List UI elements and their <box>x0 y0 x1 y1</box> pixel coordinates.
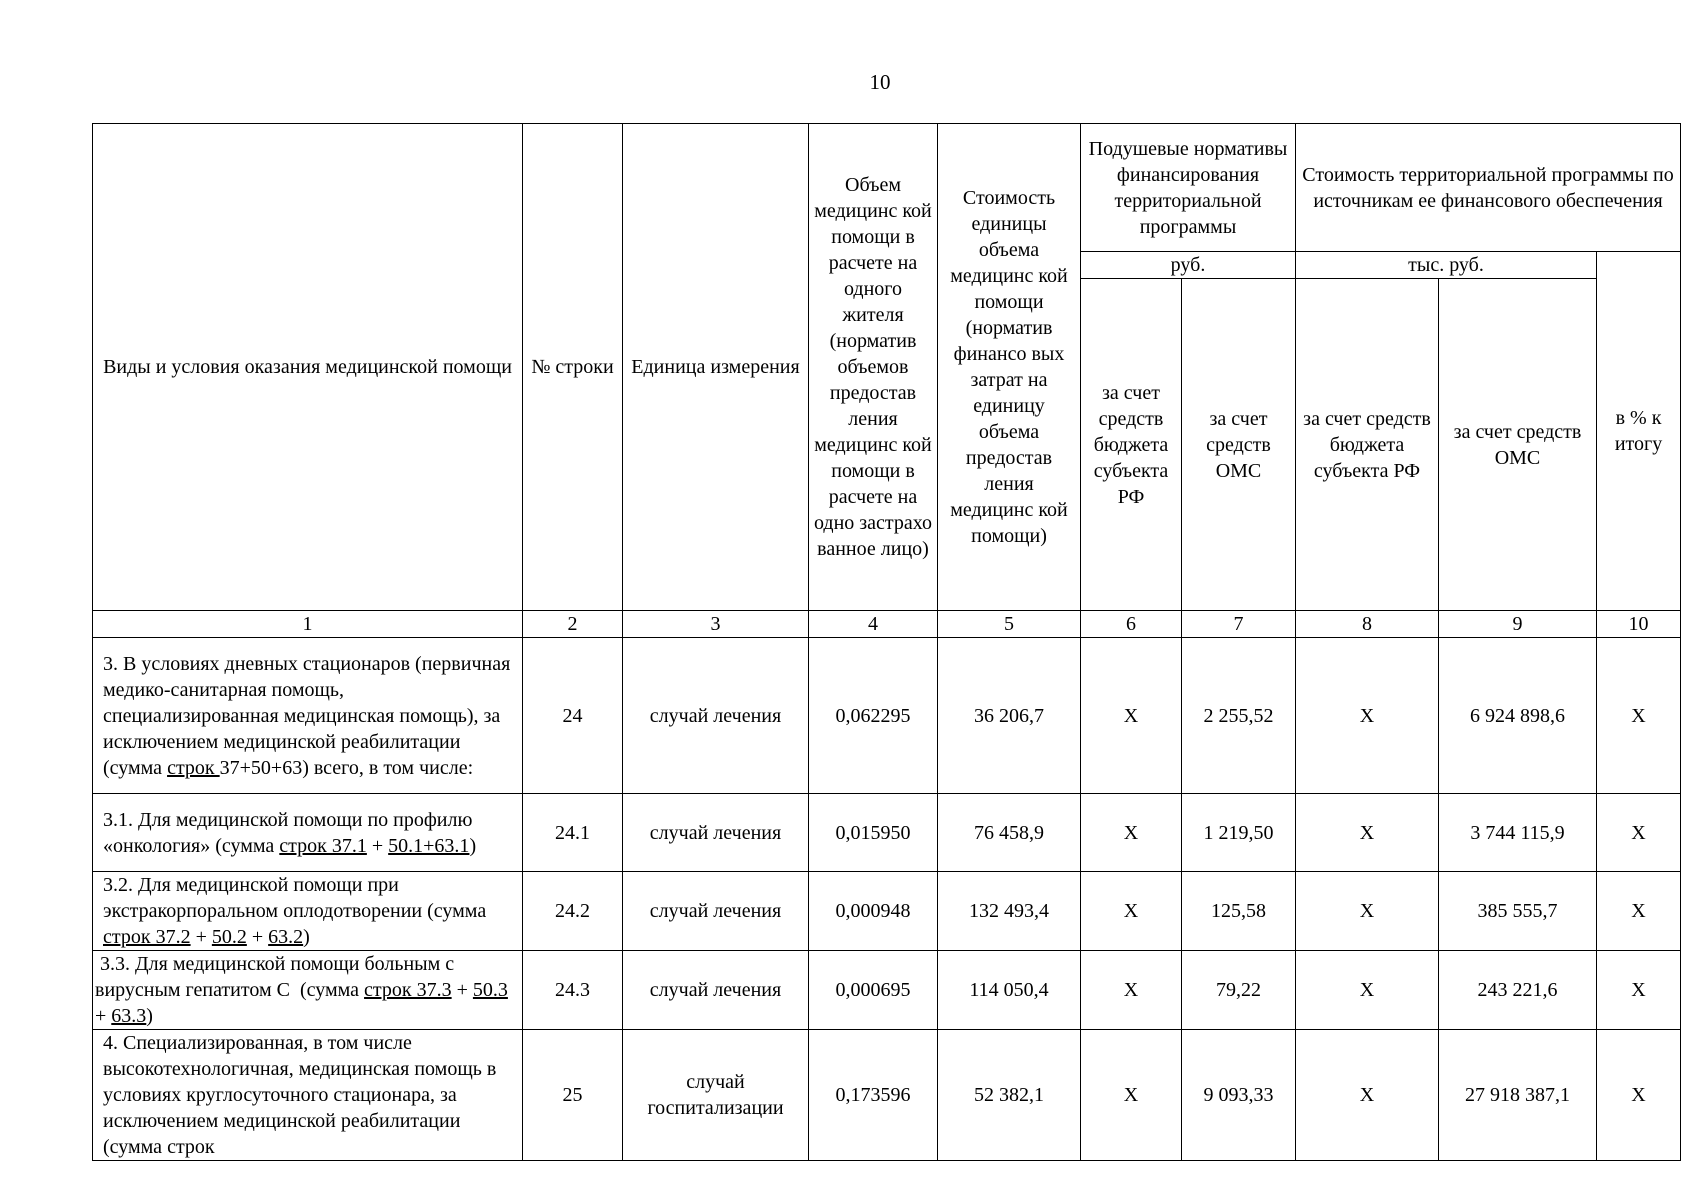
row-label-text: 3.1. Для медицинской помощи по профилю «онкология» (сумма <box>103 808 473 857</box>
header-percent: в % к итогу <box>1597 252 1681 611</box>
row-line-number: 24 <box>523 638 623 794</box>
row-volume: 0,015950 <box>809 794 938 872</box>
header-budget-rf: за счет средств бюджета субъекта РФ <box>1081 279 1182 611</box>
row-label-text: 3. В условиях дневных стационаров (первичная медико-санитарная помощь, специализированная медицинская помощь), за исключением медицинской реабилитации (сумма <box>103 652 511 779</box>
row-oms: 79,22 <box>1182 951 1296 1030</box>
row-cost-oms: 6 924 898,6 <box>1439 638 1597 794</box>
header-unit-cost: Стоимость единицы объема медицинс кой помощи (норматив финансо вых затрат на единицу объема предостав ления медицинс кой помощи) <box>938 124 1081 611</box>
column-number: 2 <box>523 611 623 638</box>
column-number: 10 <box>1597 611 1681 638</box>
page-number: 10 <box>869 70 891 94</box>
row-budget-rf: X <box>1081 951 1182 1030</box>
row-cost-budget-rf: X <box>1296 1030 1439 1161</box>
column-number: 1 <box>93 611 523 638</box>
row-label-link[interactable]: 50.3 <box>472 979 508 1001</box>
row-percent: X <box>1597 794 1681 872</box>
header-volume: Объем медицинс кой помощи в расчете на одного жителя (норматив объемов предостав ления медицинс кой помощи в расчете на одно застрахо ванное лицо) <box>809 124 938 611</box>
row-cost-budget-rf: X <box>1296 872 1439 951</box>
table-row <box>93 872 1681 951</box>
column-number: 8 <box>1296 611 1439 638</box>
row-label-text: 37+50+63) всего, в том числе: <box>219 756 474 779</box>
row-label-link[interactable]: 63.3 <box>111 1005 147 1027</box>
row-budget-rf: X <box>1081 872 1182 951</box>
row-label <box>93 1030 523 1161</box>
row-line-number: 25 <box>523 1030 623 1161</box>
row-unit: случай лечения <box>623 951 809 1030</box>
row-volume: 0,173596 <box>809 1030 938 1161</box>
row-label-text: + <box>246 926 269 948</box>
row-label-text: + <box>190 926 212 948</box>
row-label-link[interactable]: строк 37.2 <box>103 926 191 948</box>
row-cost-oms: 243 221,6 <box>1439 951 1597 1030</box>
column-number: 5 <box>938 611 1081 638</box>
row-unit: случай лечения <box>623 872 809 951</box>
row-label-text: ) <box>303 926 310 948</box>
row-label-link[interactable]: 50.1+63.1 <box>388 834 470 857</box>
row-line-number: 24.2 <box>523 872 623 951</box>
row-label <box>93 638 523 794</box>
row-label-link[interactable]: строк 37.1 <box>279 834 367 857</box>
row-oms: 1 219,50 <box>1182 794 1296 872</box>
header-cost-budget-rf: за счет средств бюджета субъекта РФ <box>1296 279 1439 611</box>
table-row <box>93 951 1681 1030</box>
row-cost-budget-rf: X <box>1296 638 1439 794</box>
row-unit: случай лечения <box>623 638 809 794</box>
row-unit: случай лечения <box>623 794 809 872</box>
row-percent: X <box>1597 951 1681 1030</box>
header-unit-thousand-rub: тыс. руб. <box>1296 252 1597 279</box>
row-unit-cost: 36 206,7 <box>938 638 1081 794</box>
row-unit: случай госпитализации <box>623 1030 809 1161</box>
column-number: 7 <box>1182 611 1296 638</box>
column-number: 9 <box>1439 611 1597 638</box>
header-unit: Единица измерения <box>623 124 809 611</box>
row-volume: 0,000695 <box>809 951 938 1030</box>
column-number: 4 <box>809 611 938 638</box>
row-unit-cost: 52 382,1 <box>938 1030 1081 1161</box>
row-percent: X <box>1597 1030 1681 1161</box>
row-label-link[interactable]: строк <box>167 756 220 779</box>
row-unit-cost: 132 493,4 <box>938 872 1081 951</box>
financing-table <box>92 123 1681 1161</box>
header-row-1 <box>93 124 1681 252</box>
header-cost-oms: за счет средств ОМС <box>1439 279 1597 611</box>
column-number: 6 <box>1081 611 1182 638</box>
row-percent: X <box>1597 872 1681 951</box>
row-label-text: 4. Специализированная, в том числе высокотехнологичная, медицинская помощь в условиях круглосуточного стационара, за исключением медицинской реабилитации (сумма строк <box>103 1032 497 1158</box>
row-label-text: + <box>95 1005 112 1027</box>
row-line-number: 24.1 <box>523 794 623 872</box>
row-label-text: ) <box>146 1005 153 1027</box>
header-line-number: № строки <box>523 124 623 611</box>
row-cost-budget-rf: X <box>1296 951 1439 1030</box>
header-program-cost: Стоимость территориальной программы по источникам ее финансового обеспечения <box>1296 124 1681 252</box>
row-label-link[interactable]: строк 37.3 <box>364 979 452 1001</box>
row-budget-rf: X <box>1081 794 1182 872</box>
row-volume: 0,062295 <box>809 638 938 794</box>
table-row <box>93 794 1681 872</box>
row-line-number: 24.3 <box>523 951 623 1030</box>
row-label-link[interactable]: 50.2 <box>211 926 247 948</box>
header-oms: за счет средств ОМС <box>1182 279 1296 611</box>
row-percent: X <box>1597 638 1681 794</box>
row-budget-rf: X <box>1081 638 1182 794</box>
table-row <box>93 1030 1681 1161</box>
header-unit-rub: руб. <box>1081 252 1296 279</box>
table-row <box>93 638 1681 794</box>
row-label-text: 3.2. Для медицинской помощи при экстракорпоральном оплодотворении (сумма <box>103 874 487 922</box>
row-oms: 2 255,52 <box>1182 638 1296 794</box>
row-unit-cost: 114 050,4 <box>938 951 1081 1030</box>
header-kinds: Виды и условия оказания медицинской помощи <box>93 124 523 611</box>
row-label-text: + <box>451 979 473 1001</box>
row-label <box>93 951 523 1030</box>
row-budget-rf: X <box>1081 1030 1182 1161</box>
row-label-text: ) <box>469 834 477 857</box>
row-label-text: + <box>366 834 389 857</box>
row-label <box>93 872 523 951</box>
row-volume: 0,000948 <box>809 872 938 951</box>
row-label-text: 3.3. Для медицинской помощи больным с вирусным гепатитом С (сумма <box>95 953 460 1001</box>
header-per-capita: Подушевые нормативы финансирования территориальной программы <box>1081 124 1296 252</box>
row-label-link[interactable]: 63.2 <box>268 926 304 948</box>
column-number-row <box>93 611 1681 638</box>
row-cost-budget-rf: X <box>1296 794 1439 872</box>
row-label <box>93 794 523 872</box>
row-unit-cost: 76 458,9 <box>938 794 1081 872</box>
row-cost-oms: 385 555,7 <box>1439 872 1597 951</box>
row-oms: 125,58 <box>1182 872 1296 951</box>
row-cost-oms: 3 744 115,9 <box>1439 794 1597 872</box>
row-cost-oms: 27 918 387,1 <box>1439 1030 1597 1161</box>
row-oms: 9 093,33 <box>1182 1030 1296 1161</box>
column-number: 3 <box>623 611 809 638</box>
